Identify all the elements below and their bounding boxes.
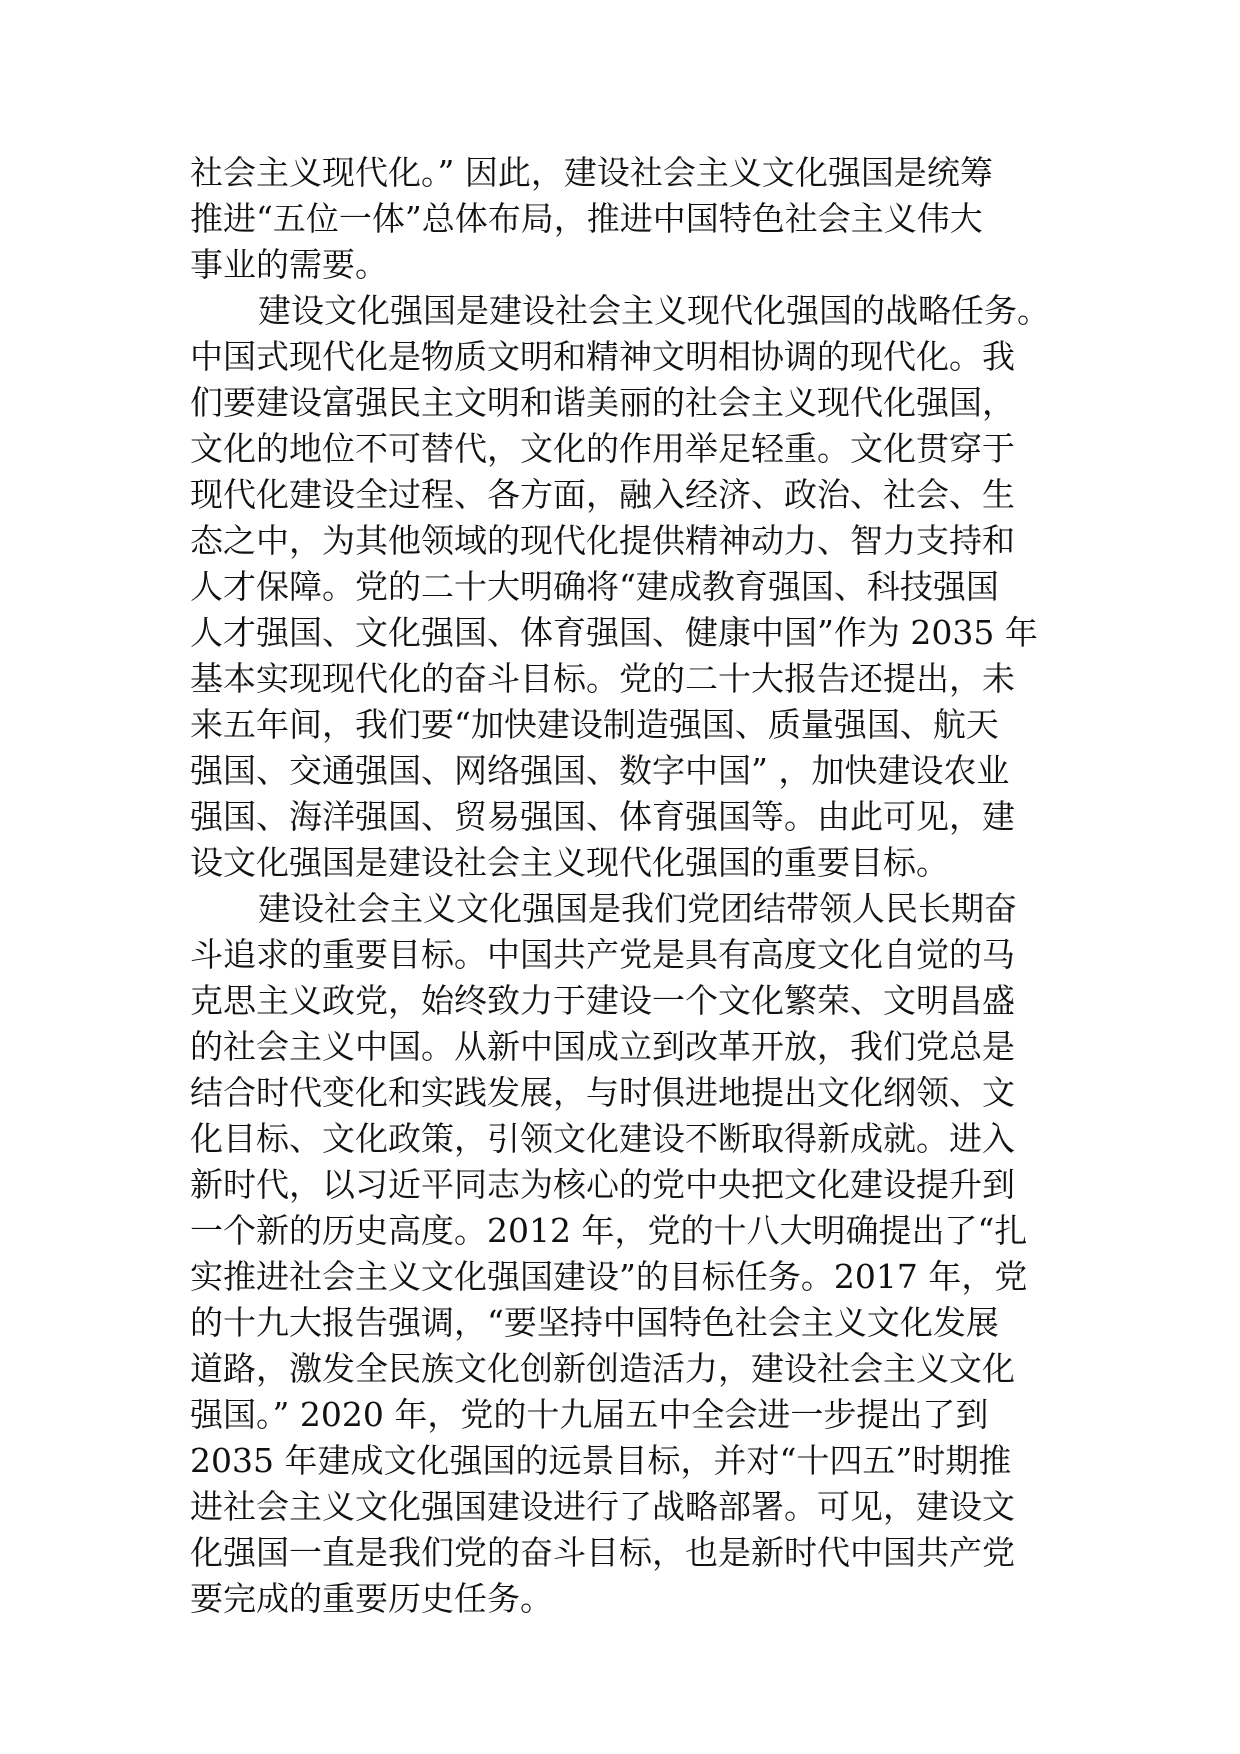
text-line: 化目标、文化政策，引领文化建设不断取得新成就。进入 xyxy=(190,1119,1015,1158)
text-line: 态之中，为其他领域的现代化提供精神动力、智力支持和 xyxy=(190,521,1015,560)
paragraph-2 xyxy=(190,288,1060,886)
paragraph-1 xyxy=(190,150,1060,288)
text-line: 强国。” 2020 年，党的十九届五中全会进一步提出了到 xyxy=(190,1395,989,1434)
text-line: 新时代，以习近平同志为核心的党中央把文化建设提升到 xyxy=(190,1165,1015,1204)
text-line: 要完成的重要历史任务。 xyxy=(190,1579,553,1618)
text-line: 社会主义现代化。” 因此，建设社会主义文化强国是统筹 xyxy=(190,153,993,192)
text-line: 基本实现现代化的奋斗目标。党的二十大报告还提出，未 xyxy=(190,659,1015,698)
text-line: 实推进社会主义文化强国建设”的目标任务。2017 年，党 xyxy=(190,1257,1028,1296)
text-line: 人才保障。党的二十大明确将“建成教育强国、科技强国 xyxy=(190,567,999,606)
text-line: 结合时代变化和实践发展，与时俱进地提出文化纲领、文 xyxy=(190,1073,1015,1112)
text-line: 中国式现代化是物质文明和精神文明相协调的现代化。我 xyxy=(190,337,1015,376)
text-line: 们要建设富强民主文明和谐美丽的社会主义现代化强国， xyxy=(190,383,1015,422)
text-line: 事业的需要。 xyxy=(190,245,388,284)
text-line: 推进“五位一体”总体布局，推进中国特色社会主义伟大 xyxy=(190,199,983,238)
text-line: 强国、海洋强国、贸易强国、体育强国等。由此可见，建 xyxy=(190,797,1015,836)
text-line: 化强国一直是我们党的奋斗目标，也是新时代中国共产党 xyxy=(190,1533,1015,1572)
text-line: 进社会主义文化强国建设进行了战略部署。可见，建设文 xyxy=(190,1487,1015,1526)
body-text xyxy=(190,150,1060,1622)
text-line: 2035 年建成文化强国的远景目标，并对“十四五”时期推 xyxy=(190,1441,1012,1480)
text-line: 的十九大报告强调，“要坚持中国特色社会主义文化发展 xyxy=(190,1303,999,1342)
text-line: 设文化强国是建设社会主义现代化强国的重要目标。 xyxy=(190,843,949,882)
text-line: 建设社会主义文化强国是我们党团结带领人民长期奋 xyxy=(258,889,1017,928)
text-line: 现代化建设全过程、各方面，融入经济、政治、社会、生 xyxy=(190,475,1015,514)
text-line: 人才强国、文化强国、体育强国、健康中国”作为 2035 年 xyxy=(190,613,1038,652)
text-line: 文化的地位不可替代，文化的作用举足轻重。文化贯穿于 xyxy=(190,429,1015,468)
text-line: 克思主义政党，始终致力于建设一个文化繁荣、文明昌盛 xyxy=(190,981,1015,1020)
paragraph-3 xyxy=(190,886,1060,1622)
text-line: 道路，激发全民族文化创新创造活力，建设社会主义文化 xyxy=(190,1349,1015,1388)
text-line: 斗追求的重要目标。中国共产党是具有高度文化自觉的马 xyxy=(190,935,1015,974)
text-line: 强国、交通强国、网络强国、数字中国” ，加快建设农业 xyxy=(190,751,1010,790)
text-line: 建设文化强国是建设社会主义现代化强国的战略任务。 xyxy=(258,291,1050,330)
text-line: 来五年间，我们要“加快建设制造强国、质量强国、航天 xyxy=(190,705,999,744)
text-line: 一个新的历史高度。2012 年，党的十八大明确提出了“扎 xyxy=(190,1211,1028,1250)
text-line: 的社会主义中国。从新中国成立到改革开放，我们党总是 xyxy=(190,1027,1015,1066)
